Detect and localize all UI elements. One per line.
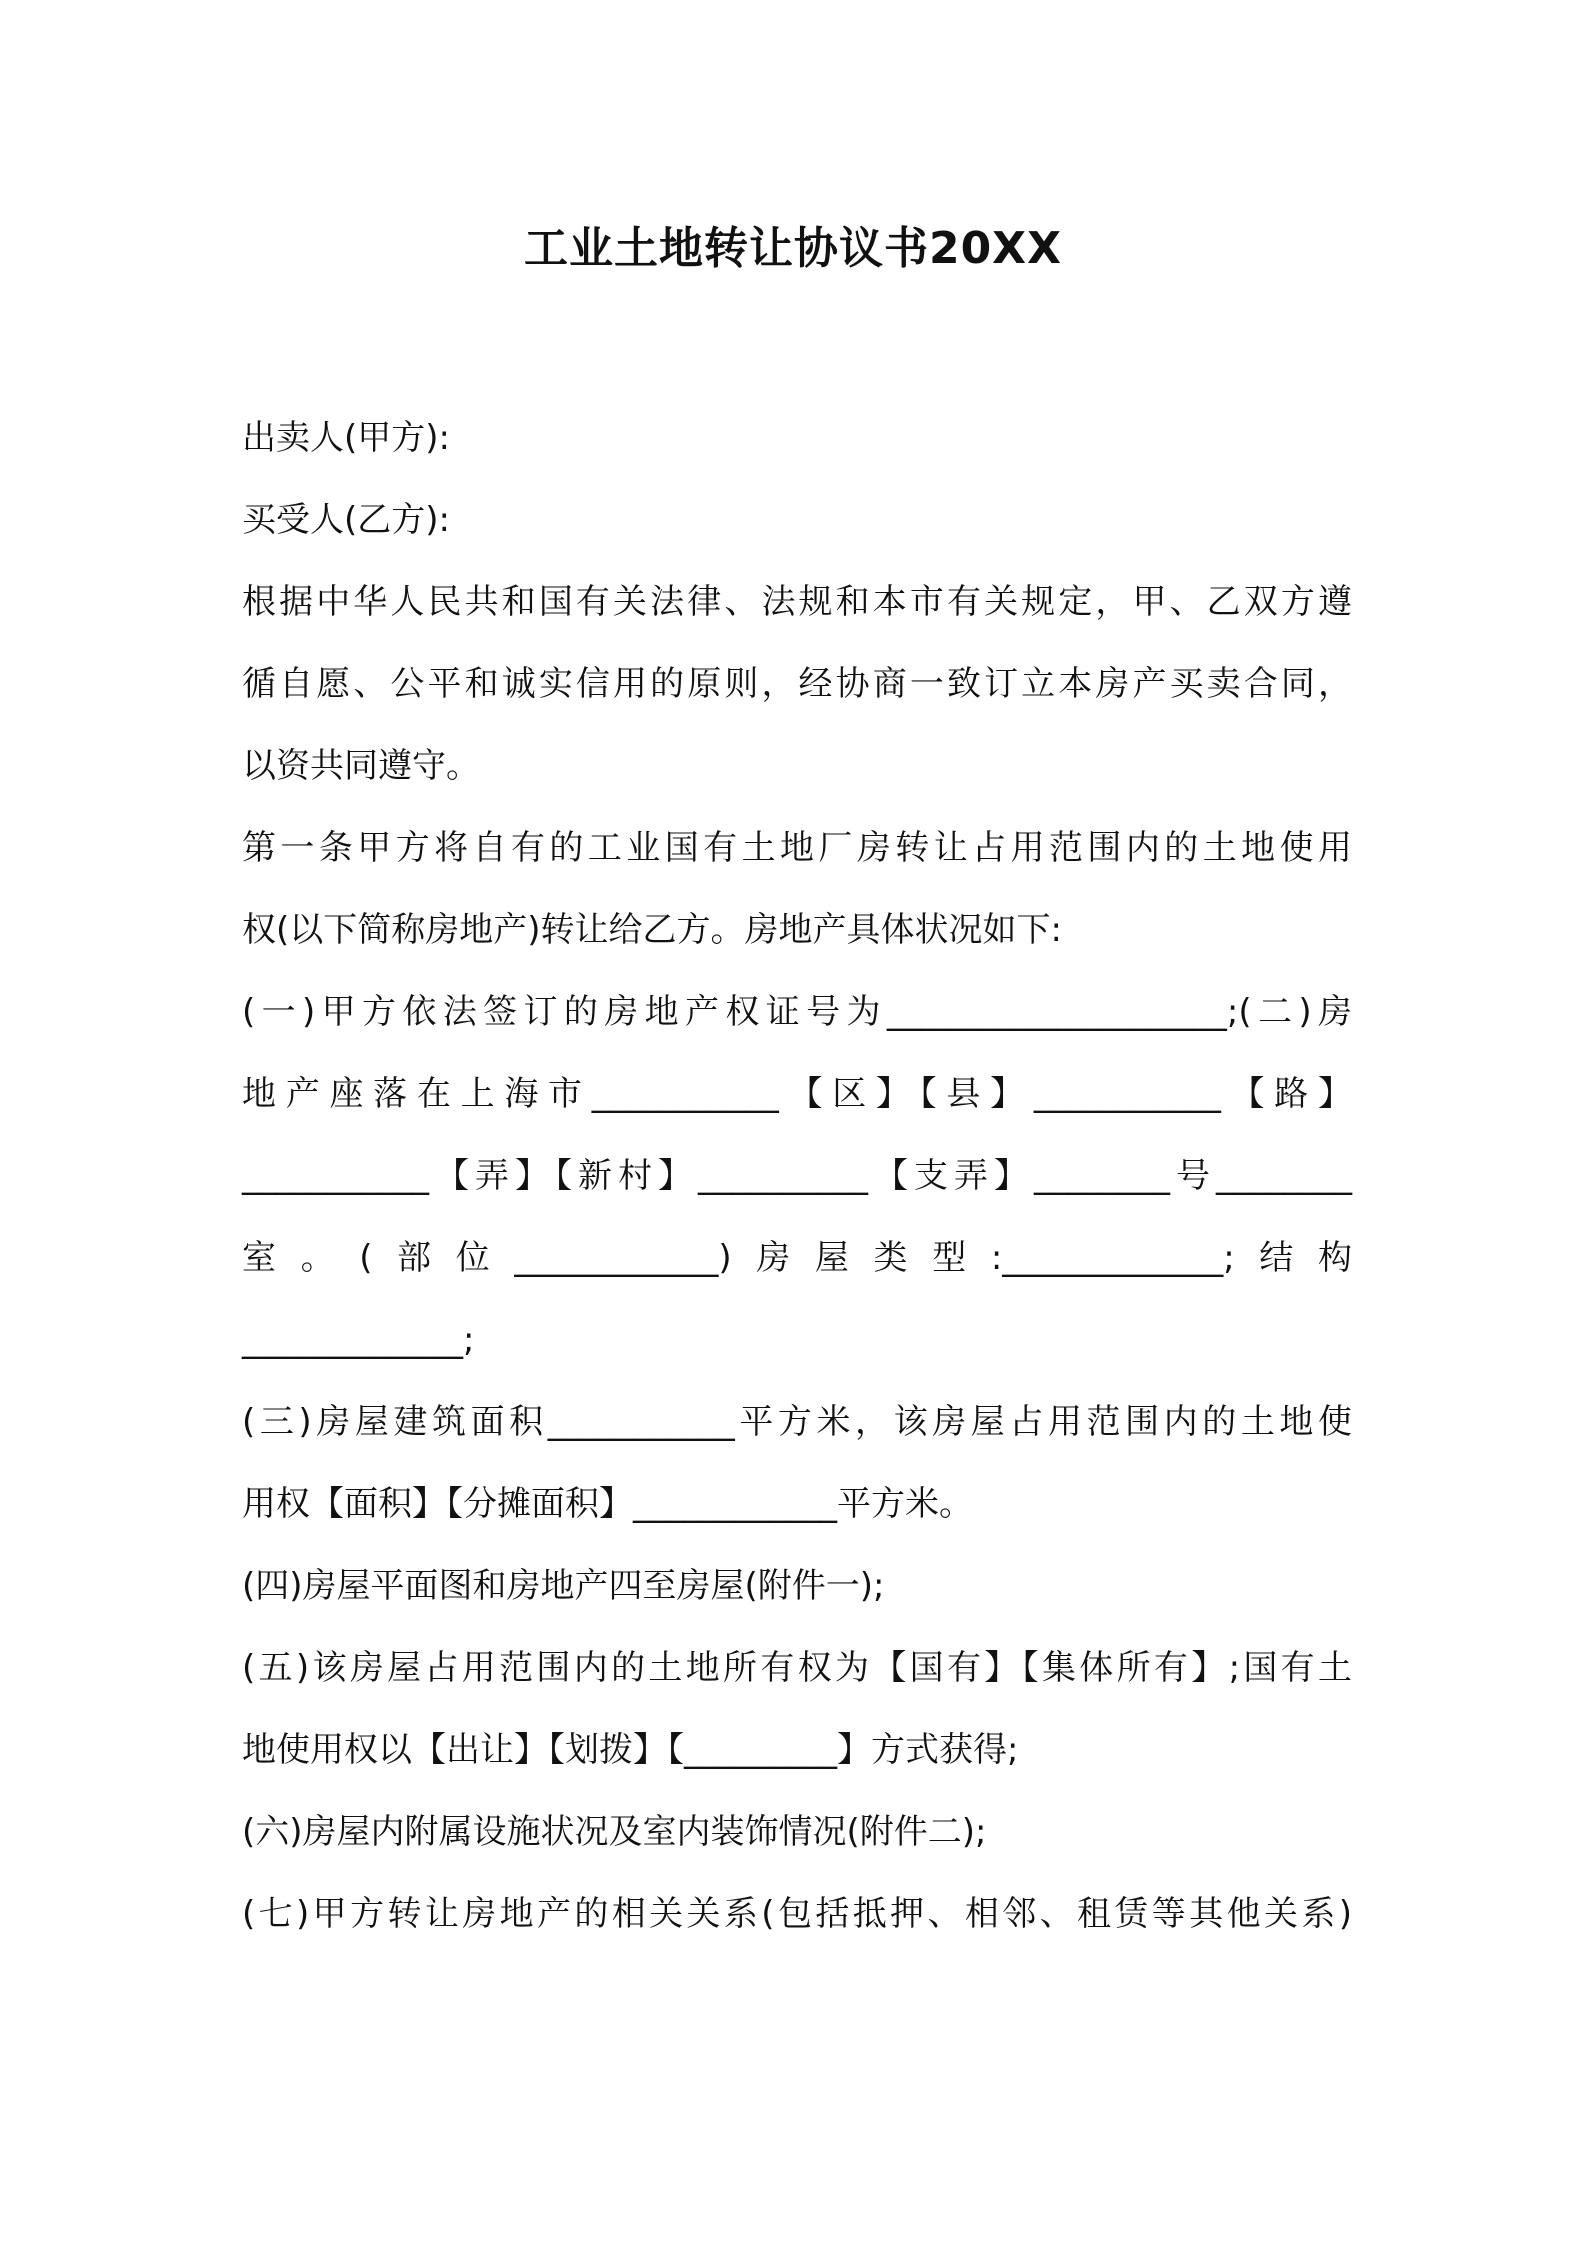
paragraph-line: (一)甲方依法签订的房地产权证号为____________________;(二)房 [242,992,1352,1032]
seller-line: 出卖人(甲方): [242,418,450,458]
paragraph-line: 循自愿、公平和诚实信用的原则，经协商一致订立本房产买卖合同， [242,664,1352,704]
paragraph-line: 权(以下简称房地产)转让给乙方。房地产具体状况如下: [242,910,1062,950]
paragraph-line: 第一条甲方将自有的工业国有土地厂房转让占用范围内的土地使用 [242,828,1352,868]
paragraph-line: (四)房屋平面图和房地产四至房屋(附件一); [242,1566,885,1606]
paragraph-line: 用权【面积】【分摊面积】____________平方米。 [242,1484,973,1524]
paragraph-line: _____________; [242,1320,475,1360]
paragraph-line: 以资共同遵守。 [242,746,480,786]
paragraph-line: (七)甲方转让房地产的相关关系(包括抵押、相邻、租赁等其他关系) [242,1894,1352,1934]
buyer-line: 买受人(乙方): [242,500,450,540]
paragraph-line: 地产座落在上海市___________【区】【县】___________【路】 [242,1074,1352,1114]
paragraph-line: 室。(部位____________)房屋类型:_____________;结构 [242,1238,1352,1278]
paragraph-line: (六)房屋内附属设施状况及室内装饰情况(附件二); [242,1812,987,1852]
paragraph-line: 根据中华人民共和国有关法律、法规和本市有关规定，甲、乙双方遵 [242,582,1352,622]
paragraph-line: (五)该房屋占用范围内的土地所有权为【国有】【集体所有】;国有土 [242,1648,1352,1688]
paragraph-line: (三)房屋建筑面积___________平方米，该房屋占用范围内的土地使 [242,1402,1352,1442]
paragraph-line: 地使用权以【出让】【划拨】【_________】方式获得; [242,1730,1019,1770]
paragraph-line: ___________【弄】【新村】__________【支弄】________号________ [242,1156,1352,1196]
document-title: 工业土地转让协议书20XX [523,223,1063,274]
